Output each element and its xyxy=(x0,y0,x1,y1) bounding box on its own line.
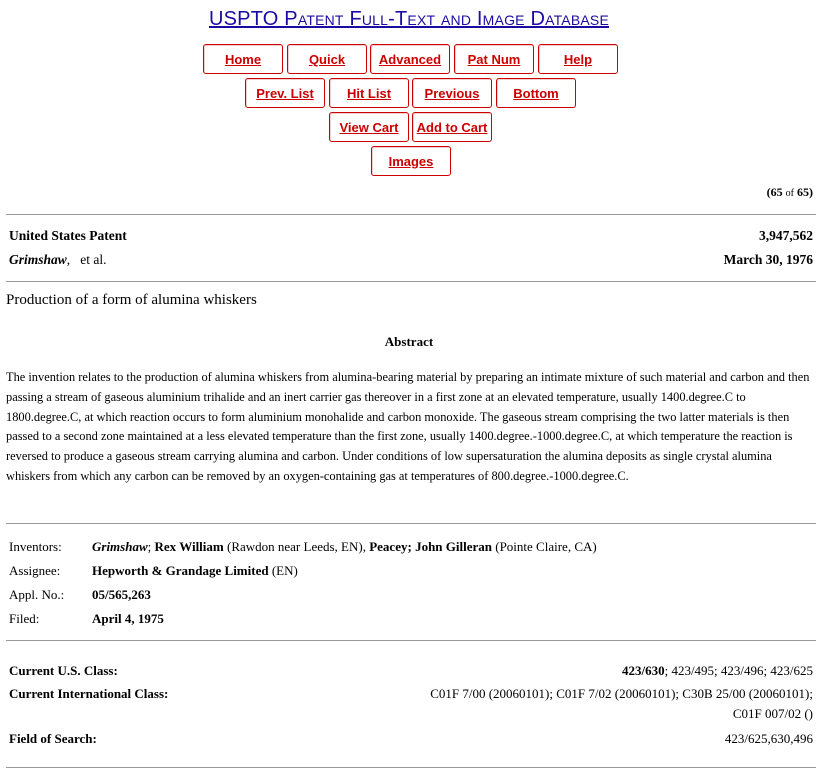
divider xyxy=(6,214,816,215)
patent-date: March 30, 1976 xyxy=(723,252,813,267)
counter-close: ) xyxy=(809,185,813,199)
add-to-cart-button[interactable]: Add to Cart xyxy=(412,112,492,142)
counter-current: 65 xyxy=(770,185,783,199)
advanced-search-button[interactable]: Advanced xyxy=(370,44,450,74)
inventor1-location: (Rawdon near Leeds, EN), xyxy=(226,539,366,554)
help-button[interactable]: Help xyxy=(538,44,618,74)
us-class-label: Current U.S. Class: xyxy=(9,663,118,678)
counter-total: 65 xyxy=(797,185,809,199)
filed-label: Filed: xyxy=(9,611,40,626)
bottom-button[interactable]: Bottom xyxy=(496,78,576,108)
et-al: , et al. xyxy=(66,252,107,267)
us-class-secondary: ; 423/495; 423/496; 423/625 xyxy=(664,663,813,678)
intl-class-label: Current International Class: xyxy=(9,686,169,701)
patent-number: 3,947,562 xyxy=(759,228,813,243)
view-cart-button[interactable]: View Cart xyxy=(329,112,409,142)
us-class-primary: 423/630 xyxy=(621,663,665,678)
home-button[interactable]: Home xyxy=(203,44,283,74)
assignee-name: Hepworth & Grandage Limited xyxy=(92,563,269,578)
images-button[interactable]: Images xyxy=(371,146,451,176)
inventor1-last-name: Grimshaw xyxy=(92,539,148,554)
patent-number-search-button[interactable]: Pat Num xyxy=(454,44,534,74)
counter-of: of xyxy=(785,188,794,199)
inventor-short-name: Grimshaw xyxy=(9,252,67,267)
inventors-label: Inventors: xyxy=(9,539,62,554)
divider xyxy=(6,281,816,282)
hit-list-button[interactable]: Hit List xyxy=(329,78,409,108)
assignee-value xyxy=(92,563,298,579)
inventor2-last-name: Peacey; xyxy=(369,539,412,554)
counter-open: ( xyxy=(766,185,771,199)
assignee-location: (EN) xyxy=(271,563,298,578)
abstract-heading: Abstract xyxy=(384,334,434,349)
inventor-summary xyxy=(9,252,107,268)
prev-list-button[interactable]: Prev. List xyxy=(245,78,325,108)
quick-search-button[interactable]: Quick xyxy=(287,44,367,74)
divider xyxy=(6,640,816,641)
abstract-text: The invention relates to the production of alumina whiskers from alumina-bearing material by preparing an intimate mixture of such material and carbon and then passing a stream of gaseous aluminium trihalide and an inert carrier gas thereover in a first zone at an elevated temperature, usually 1400.degree.C to 1800.degree.C, at which reaction occurs to form aluminium monohalide and carbon monoxide. The gaseous stream comprising the two latter materials is then passed to a second zone maintained at a less elevated temperature than the first zone, usually 1400.degree.-1000.degree.C, at which temperature the reaction is reversed to produce a gaseous stream carrying alumina and carbon. Under conditions of low supersaturation the alumina deposits as single crystal alumina whiskers from which any carbon can be removed by an oxygen-containing gas at temperatures of 800.degree.-1000.degree.C. xyxy=(6,370,810,483)
appl-no-label: Appl. No.: xyxy=(9,587,65,602)
patent-title: Production of a form of alumina whiskers xyxy=(6,292,257,308)
field-of-search-value: 423/625,630,496 xyxy=(724,731,813,746)
intl-class-line2: C01F 007/02 () xyxy=(732,706,813,721)
divider xyxy=(6,523,816,524)
database-title-link[interactable]: USPTO Patent Full-Text and Image Database xyxy=(209,8,609,30)
inventor2-location: (Pointe Claire, CA) xyxy=(495,539,597,554)
intl-class-line1: C01F 7/00 (20060101); C01F 7/02 (20060101); C30B 25/00 (20060101); xyxy=(430,686,813,701)
us-class-value xyxy=(622,663,813,679)
inventor2-first-name: John Gilleran xyxy=(415,539,492,554)
appl-no-value: 05/565,263 xyxy=(92,587,151,602)
result-counter xyxy=(767,185,813,200)
assignee-label: Assignee: xyxy=(9,563,61,578)
previous-button[interactable]: Previous xyxy=(412,78,492,108)
divider xyxy=(6,767,816,768)
inventor1-first-name: Rex William xyxy=(154,539,224,554)
filed-value: April 4, 1975 xyxy=(92,611,164,626)
field-of-search-label: Field of Search: xyxy=(9,731,97,746)
inventors-value: Grimshaw; Rex William (Rawdon near Leeds, EN), Peacey; John Gilleran (Pointe Claire, CA) xyxy=(92,539,597,554)
patent-type: United States Patent xyxy=(9,228,127,243)
